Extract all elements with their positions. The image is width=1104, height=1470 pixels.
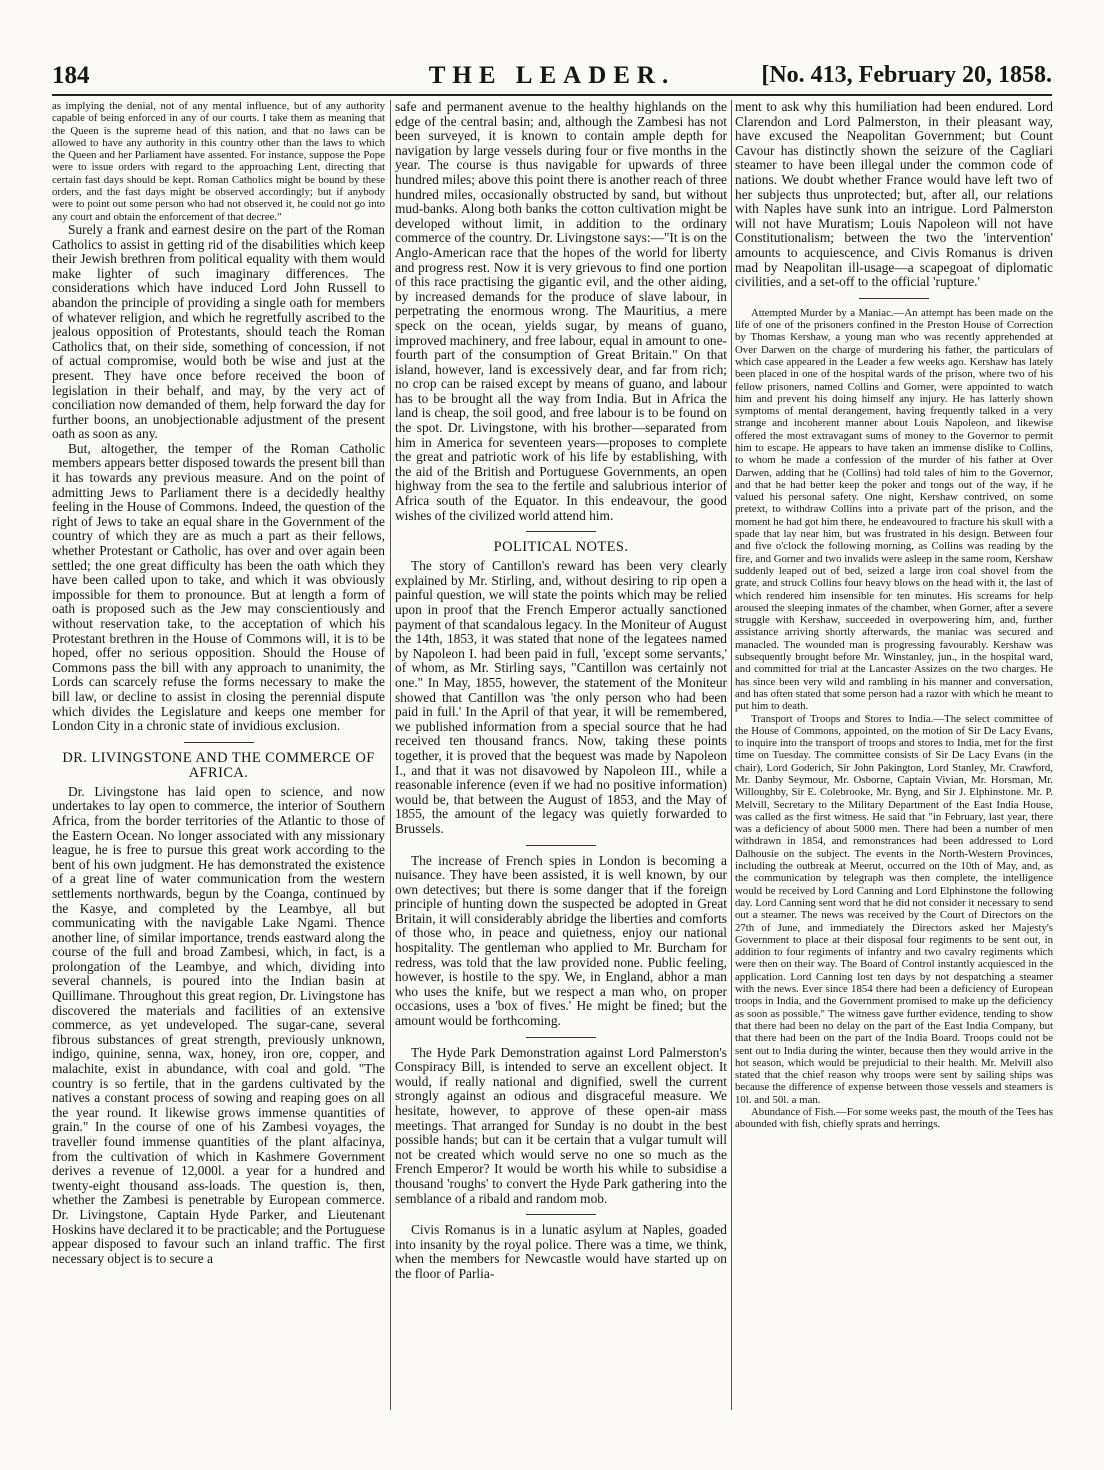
paragraph: The story of Cantillon's reward has been very clearly explained by Mr. Stirling, and, without desiring to rip open a painful question, we will state the points which may be relied upon in proof that the French Emperor actually sanctioned payment of that scandalous legacy. In the Moniteur of August the 14th, 1853, it was stated that none of the legatees named by Napoleon I. had been paid in full, 'except some servants,' of whom, as Mr. Stirling says, "Cantillon was certainly not one." In May, 1855, however, the statement of the Moniteur showed that Cantillon was 'the only person who had been paid in full.' In the April of that year, it will be remembered, we published information from a special source that he had received ten thousand francs. Now, taking these points together, it is proved that the bequest was made by Napoleon I., and that it was not disavowed by Napoleon III., while a reasonable inference (even if we had no positive information) would be, that between the August of 1853, and the May of 1855, the amount of the legacy was quietly forwarded to Brussels.: [395, 558, 727, 836]
newspaper-title: THE LEADER.: [428, 62, 676, 89]
speech-quote: as implying the denial, not of any mental influence, but of any authority capable of being enforced in any of our courts. I take them as meaning that the Queen is the supreme head of this nation, and that no laws can be allowed to have any authority in this country other than the laws to which the Queen and her Parliament have assented. For instance, suppose the Pope were to issue orders with regard to the approaching Lent, directing that certain fast days should be kept. Roman Catholics might be bound by these orders, and the fast days might be observed accordingly; but if anybody were to point out some person who had not observed it, he could not go into any court and obtain the enforcement of that decree.": [52, 100, 385, 223]
news-item: Abundance of Fish.—For some weeks past, the mouth of the Tees has abounded with fish, chiefly sprats and herrings.: [735, 1106, 1053, 1131]
paragraph: Civis Romanus is in a lunatic asylum at Naples, goaded into insanity by the royal police. There was a time, we think, when the members for Newcastle would have started up on the floor of Parlia-: [395, 1222, 727, 1281]
section-divider: [859, 298, 929, 299]
section-divider: [184, 742, 254, 743]
column-2: [395, 100, 727, 1412]
section-divider: [526, 1037, 596, 1038]
paragraph: The increase of French spies in London is becoming a nuisance. They have been assisted, it is well known, by our own detectives; but there is some danger that if the foreign principle of hunting down the suspected be adopted in Great Britain, it will considerably abridge the liberties and comforts of those who, in peace and quietness, enjoy our national hospitality. The gentleman who applied to Mr. Burcham for redress, was told that the law provided none. Public feeling, however, is hostile to the spy. We, in England, abhor a man who uses the knife, but we respect a man who, on proper occasions, uses a 'box of fives.' He might be fined; but the amount would be forthcoming.: [395, 852, 727, 1029]
column-rule-right: [731, 100, 732, 1410]
news-item: Attempted Murder by a Maniac.—An attempt has been made on the life of one of the prisoners confined in the Preston House of Correction by Thomas Kershaw, a young man who was recently apprehended at Over Darwen on the charge of murdering his father, the particulars of which case appeared in the Leader a few weeks ago. Kershaw has lately been placed in one of the hospital wards of the prison, where two of his fellow prisoners, named Collins and Gorner, were appointed to watch him and prevent his doing himself any injury. He has latterly shown symptoms of mental derangement, having frequently talked in a very strange and incoherent manner about Louis Napoleon, and likewise offered the most extravagant sums of money to the Governor to permit him to escape. He appears to have taken an immense dislike to Collins, to whom he made a confession of the murder of his father at Over Darwen, adding that he (Collins) had told tales of him to the Governor, and that he had better keep the poker and tongs out of the way, if he valued his personal safety. One night, Kershaw contrived, on some pretext, to withdraw Collins into a private part of the prison, and the moment he had got him there, he endeavoured to fracture his skull with a spade that lay near him, but was frustrated in his design. Between four and five o'clock the following morning, as Collins was reading by the fire, and Gorner and two invalids were asleep in the same room, Kershaw suddenly leaped out of bed, seized a large iron coal shovel from the grate, and struck Collins four heavy blows on the head with it, the last of which rendered him insensible for ten minutes. His screams for help aroused the sleeping inmates of the chamber, when Gorner, after a severe struggle with Kershaw, succeeded in overpowering him, and, further assistance arriving shortly afterwards, the maniac was secured and manacled. The wounded man is progressing favourably. Kershaw was subsequently brought before Mr. Winstanley, jun., in the hospital ward, and committed for trial at the Lancaster Assizes on the two charges. He has since been very wild and rambling in his manner and conversation, and has often stated that some person had a razor with which he meant to put him to death.: [735, 306, 1053, 713]
paragraph: But, altogether, the temper of the Roman Catholic members appears better disposed towards the present bill than it has towards any previous measure. And on the point of admitting Jews to Parliament there is a decidedly healthy feeling in the House of Commons. Indeed, the question of the right of Jews to take an equal share in the Government of the country of which they are as much a part as their fellows, whether Protestant or Catholic, has over and over again been settled; the one great difficulty has been the oath which they have been called upon to take, and which it was obviously impossible for them to pronounce. But at length a form of oath is proposed such as the Jew may conscientiously and without reservation take, to the acceptation of which his Protestant brethren in the House of Commons will, it is to be hoped, offer no serious opposition. Should the House of Commons pass the bill with any approach to unanimity, the Lords can scarcely refuse the forms necessary to make the bill law, or decline to assist in closing the perennial dispute which divides the Legislature and keeps one member for London City in a chronic state of invidious exclusion.: [52, 440, 385, 734]
paragraph: safe and permanent avenue to the healthy highlands on the edge of the central basin; and, although the Zambesi has not been surveyed, it is known to contain ample depth for navigation by large vessels during four or five months in the year. The course is thus navigable for upwards of three hundred miles; above this point there is another reach of three hundred miles, occasionally obstructed by sand, but without mud-banks. Along both banks the cotton cultivation might be developed without limit, in addition to the ordinary commerce of the country. Dr. Livingstone says:—"It is on the Anglo-American race that the hopes of the world for liberty and progress rest. Now it is very grievous to find one portion of this race practising the gigantic evil, and the other aiding, by increased demands for the produce of slave labour, in perpetrating the enormous wrong. The Mauritius, a mere speck on the ocean, yields sugar, by means of guano, improved machinery, and free labour, equal in amount to one-fourth part of the consumption of Great Britain." On that island, however, land is excessively dear, and far from rich; no crop can be raised except by means of guano, and labour has to be brought all the way from India. But in Africa the land is cheap, the soil good, and free labour is to be found on the spot. Dr. Livingstone, with his brother—separated from him in America for seventeen years—proposes to complete the great and patriotic work of his life by establishing, with the aid of the British and Portuguese Governments, an open highway from the sea to the fertile and salubrious interior of Africa south of the Equator. In this endeavour, the good wishes of the civilized world attend him.: [395, 100, 727, 523]
section-divider: [526, 845, 596, 846]
page-number: 184: [52, 62, 90, 89]
paragraph: Dr. Livingstone has laid open to science, and now undertakes to lay open to commerce, the interior of Southern Africa, from the border territories of the Atlantic to those of the Eastern Ocean. No longer associated with any missionary league, he is free to pursue this great work according to the bent of his own judgment. He has demonstrated the existence of a great line of water communication from the western settlements northwards, begun by the Coanga, continued by the Kasye, and completed by the Leambye, all but communicating with the navigable Lake Ngami. Thence another line, of similar importance, trends eastward along the course of the full and broad Zambesi, which, in fact, is a prolongation of the Leambye, and which, dividing into several channels, is poured into the Indian basin at Quillimane. Throughout this great region, Dr. Livingstone has discovered the materials and facilities of an extensive commerce, as yet undeveloped. The sugar-cane, several fibrous substances of great strength, previously unknown, indigo, quinine, senna, wax, honey, iron ore, copper, and malachite, exist in abundance, with coal and gold. "The country is so fertile, that in the gardens cultivated by the natives a constant process of sowing and reaping goes on all the year round. It likewise grows immense quantities of grain." In the course of one of his Zambesi voyages, the traveller found immense quantities of the plant alfacinya, from the cultivation of which in Kashmere Government derives a revenue of 12,000l. a year for a hundred and twenty-eight thousand ass-loads. The question is, then, whether the Zambesi is penetrable by European commerce. Dr. Livingstone, Captain Hyde Parker, and Lieutenant Hoskins have declared it to be practicable; and the Portuguese appear disposed to favour such an inland traffic. The first necessary object is to secure a: [52, 783, 385, 1266]
section-divider: [526, 1214, 596, 1215]
article-heading: DR. LIVINGSTONE AND THE COMMERCE OF AFRICA.: [62, 749, 375, 781]
paragraph: ment to ask why this humiliation had been endured. Lord Clarendon and Lord Palmerston, in their pleasant way, have excused the Neapolitan Government; but Count Cavour has distinctly shown the seizure of the Cagliari steamer to have been illegal under the common code of nations. We doubt whether France would have left two of her subjects thus unprotected; but, after all, our relations with Naples have sunk into an intrigue. Lord Palmerston will not have Muratism; Louis Napoleon will not have Constitutionalism; between the two the 'intervention' amounts to acquiescence, and Civis Romanus is driven mad by Neapolitan ill-usage—a scapegoat of diplomatic civilities, and a set-off to the official 'rupture.': [735, 100, 1053, 290]
news-item: Transport of Troops and Stores to India.—The select committee of the House of Commons, appointed, on the motion of Sir De Lacy Evans, to inquire into the transport of troops and stores to India, met for the first time on Tuesday. The committee consists of Sir De Lacy Evans (in the chair), Lord Goderich, Sir John Pakington, Lord Stanley, Mr. Crawford, Mr. Danby Seymour, Mr. Osborne, Captain Vivian, Mr. Horsman, Mr. Willoughby, Sir E. Colebrooke, Mr. Byng, and Sir J. Elphinstone. Mr. P. Melvill, Secretary to the Military Department of the East India House, was called as the first witness. He said that "in February, last year, there was a deficiency of about 5000 men. There had been a number of men withdrawn in 1854, and remonstrances had been addressed to Lord Dalhousie on the subject. The events in the North-Western Provinces, including the outbreak at Meerut, occurred on the 10th of May, and, as the communication by telegraph was then complete, the intelligence would be received by Lord Canning and Lord Elphinstone the following day. Lord Canning sent word that he did not consider it necessary to send out a steamer. The news was received by the Court of Directors on the 27th of June, and immediately the Directors asked her Majesty's Government to place at their disposal four regiments to be sent out, in addition to four regiments of infantry and two cavalry regiments which were then on their way. The Board of Control instantly acquiesced in the application. Lord Canning lost ten days by not despatching a steamer with the news. Ever since 1854 there had been a deficiency of European troops in India, and the Government promised to make up the deficiency as soon as possible." The witness gave further evidence, tending to show that there had been no delay on the part of the East India Company, but that there had been on the part of the India Board. Troops could not be sent out to India during the winter, because then they would arrive in the hot season, which would be prejudicial to their health. Mr. Melvill also stated that the chief reason why troops were sent by sailing ships was because the difference of expense between those vessels and steamers is 10l. and 50l. a man.: [735, 712, 1053, 1106]
column-1: [52, 100, 385, 1412]
column-rule-left: [390, 100, 391, 1410]
article-heading: POLITICAL NOTES.: [493, 539, 629, 556]
section-divider: [526, 531, 596, 532]
issue-date: [No. 413, February 20, 1858.: [761, 62, 1052, 88]
column-3: [735, 100, 1053, 1412]
paragraph: Surely a frank and earnest desire on the part of the Roman Catholics to assist in getting rid of the disabilities which keep their Jewish brethren from political equality with them would make lighter of such imaginary differences. The considerations which have induced Lord John Russell to abandon the principle of providing a single oath for members of whatever religion, and which he regretfully ascribed to the jealous opposition of Protestants, should teach the Roman Catholics that, on their side, something of concession, if not of actual compromise, would both be wise and just at the present. They have once before received the boon of legislation in their behalf, and may, by the very act of conciliation now demanded of them, help forward the day for further boons, an unobjectionable adjustment of the present oath as soon as any.: [52, 221, 385, 442]
paragraph: The Hyde Park Demonstration against Lord Palmerston's Conspiracy Bill, is intended to serve an excellent object. It would, if really national and dignified, swell the current strongly against an odious and disgraceful measure. We hesitate, however, to approve of these open-air mass meetings. That arranged for Sunday is no doubt in the best possible hands; but can it be certain that a vulgar tumult will not be created which would serve no one so much as the French Emperor? It would be worth his while to subsidise a thousand 'roughs' to convert the Hyde Park gathering into the semblance of a ribald and random mob.: [395, 1044, 727, 1206]
masthead: [52, 60, 1052, 96]
